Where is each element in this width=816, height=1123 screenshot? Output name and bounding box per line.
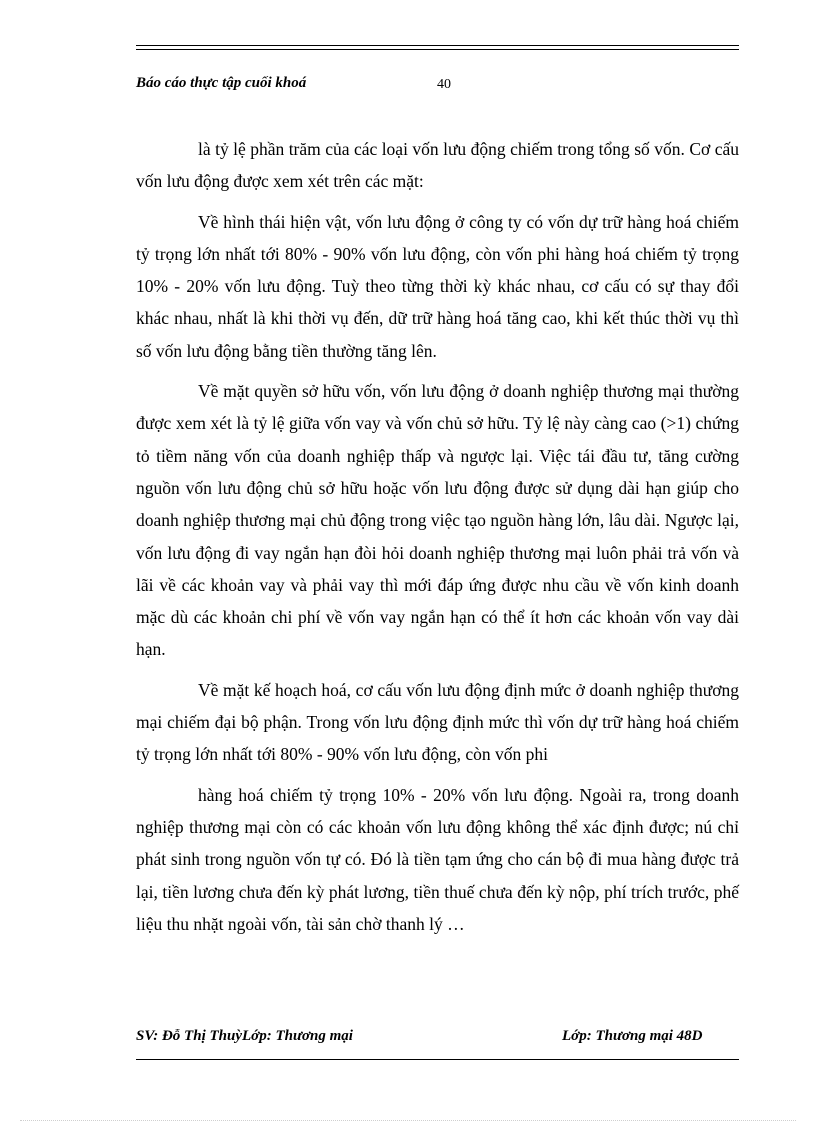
paragraph-2: Về hình thái hiện vật, vốn lưu động ở công ty có vốn dự trữ hàng hoá chiếm tỷ trọng lớn nhất tới 80% - 90% vốn lưu động, còn vốn phi hàng hoá chiếm tỷ trọng 10% - 20% vốn lưu động. Tuỳ theo từng thời kỳ khác nhau, cơ cấu có sự thay đổi khác nhau, nhất là khi thời vụ đến, dữ trữ hàng hoá tăng cao, khi kết thúc thời vụ thì số vốn lưu động bằng tiền thường tăng lên. (136, 211, 739, 361)
paragraph-5: hàng hoá chiếm tỷ trọng 10% - 20% vốn lưu động. Ngoài ra, trong doanh nghiệp thương mại còn có các khoản vốn lưu động không thể xác định được; nú chỉ phát sinh trong nguồn vốn tự có. Đó là tiền tạm ứng cho cán bộ đi mua hàng được trả lại, tiền lương chưa đến kỳ phát lương, tiền thuế chưa đến kỳ nộp, phí trích trước, phế liệu thu nhặt ngoài vốn, tài sản chờ thanh lý … (136, 784, 739, 934)
footer (136, 1028, 739, 1050)
paragraph-3: Về mặt quyền sở hữu vốn, vốn lưu động ở doanh nghiệp thương mại thường được xem xét là tỷ lệ giữa vốn vay và vốn chủ sở hữu. Tỷ lệ này càng cao (>1) chứng tỏ tiềm năng vốn của doanh nghiệp thấp và ngược lại. Việc tái đầu tư, tăng cường nguồn vốn lưu động chủ sở hữu hoặc vốn lưu động được sử dụng dài hạn giúp cho doanh nghiệp thương mại chủ động trong việc tạo nguồn hàng lớn, lâu dài. Ngược lại, vốn lưu động đi vay ngắn hạn đòi hỏi doanh nghiệp thương mại luôn phải trả vốn và lãi về các khoản vay và phải vay thì mới đáp ứng được nhu cầu về vốn kinh doanh mặc dù các khoản chi phí về vốn vay ngắn hạn có thể ít hơn các khoản vốn vay dài hạn. (136, 381, 739, 660)
page-number: 40 (437, 77, 451, 92)
paragraph-4: Về mặt kế hoạch hoá, cơ cấu vốn lưu động định mức ở doanh nghiệp thương mại chiếm đại bộ phận. Trong vốn lưu động định mức thì vốn dự trữ hàng hoá chiếm tỷ trọng lớn nhất tới 80% - 90% vốn lưu động, còn vốn phi (136, 679, 739, 765)
page-edge (20, 1120, 796, 1121)
footer-class: Lớp: Thương mại 48D (562, 1028, 703, 1044)
paragraph-1: là tỷ lệ phần trăm của các loại vốn lưu động chiếm trong tổng số vốn. Cơ cấu vốn lưu động được xem xét trên các mặt: (136, 139, 739, 192)
footer-rule (136, 1059, 739, 1060)
body-text (136, 133, 739, 940)
header-rule (136, 45, 739, 50)
report-title: Báo cáo thực tập cuối khoá (136, 75, 307, 91)
footer-student: SV: Đỗ Thị ThuỳLớp: Thương mại (136, 1028, 353, 1044)
